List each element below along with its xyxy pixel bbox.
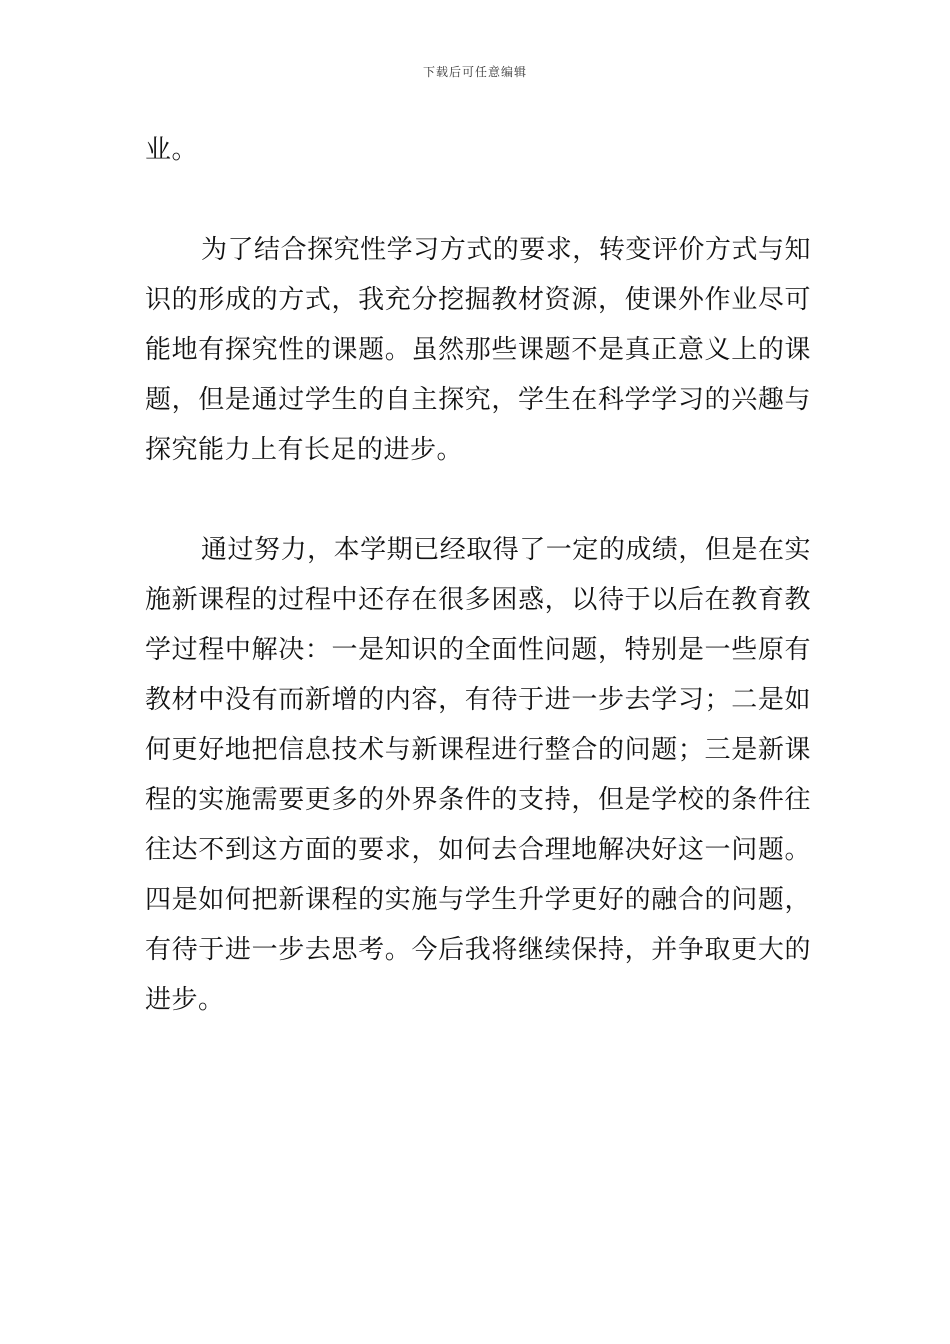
paragraph-continuation: 业。 bbox=[145, 135, 199, 165]
paragraph-inquiry-learning: 为了结合探究性学习方式的要求，转变评价方式与知识的形成的方式，我充分挖掘教材资源，使课外作业尽可能地有探究性的课题。虽然那些课题不是真正意义上的课题，但是通过学生的自主探究，学生在科学学习的兴趣与探究能力上有长足的进步。 bbox=[145, 235, 811, 465]
page-header: 下载后可任意编辑 bbox=[422, 65, 527, 79]
document-body bbox=[145, 125, 811, 1025]
paragraph-achievements-and-challenges: 通过努力，本学期已经取得了一定的成绩，但是在实施新课程的过程中还存在很多困惑，以待于以后在教育教学过程中解决：一是知识的全面性问题，特别是一些原有教材中没有而新增的内容，有待于进一步去学习；二是如何更好地把信息技术与新课程进行整合的问题；三是新课程的实施需要更多的外界条件的支持，但是学校的条件往往达不到这方面的要求，如何去合理地解决好这一问题。四是如何把新课程的实施与学生升学更好的融合的问题，有待于进一步去思考。今后我将继续保持，并争取更大的进步。 bbox=[145, 535, 811, 1015]
